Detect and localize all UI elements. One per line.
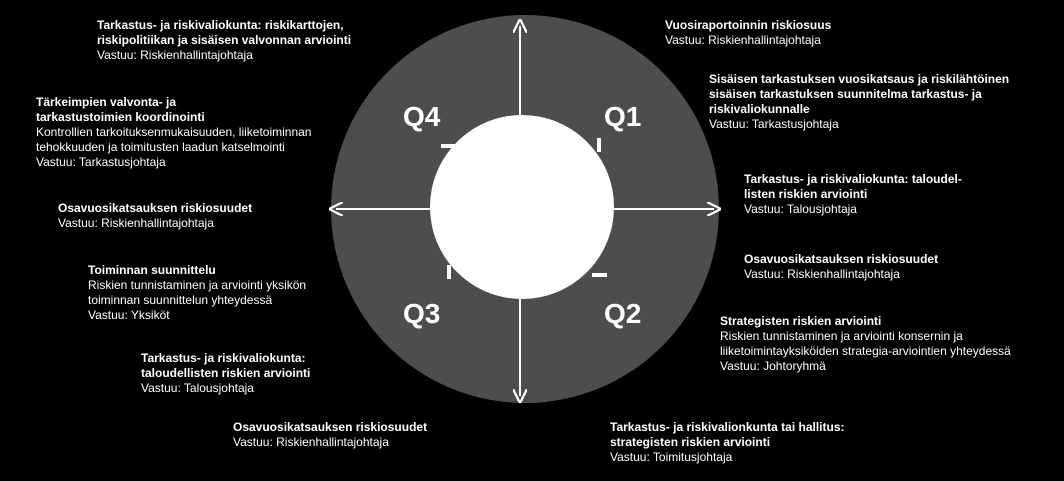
item-title-line: Osavuosikatsauksen riskiosuudet [744,252,939,266]
quadrant-label-q4: Q4 [403,101,441,132]
quadrant-label-q3: Q3 [403,298,441,329]
item-title-line: Vuosiraportoinnin riskiosuus [665,18,832,32]
item-title-line: strategisten riskien arviointi [610,435,771,449]
item-responsible-line: Vastuu: Talousjohtaja [141,381,254,395]
item-right-4 [720,314,1011,374]
item-right-1 [709,72,1009,132]
item-left-4 [141,351,310,396]
item-bottom-left [233,420,427,450]
item-responsible-line: Vastuu: Tarkastusjohtaja [36,155,166,169]
item-responsible-line: Vastuu: Toimitusjohtaja [610,450,733,464]
item-title-line: riskipolitiikan ja sisäisen valvonnan arviointi [97,33,352,47]
item-title-line: taloudellisten riskien arviointi [141,366,311,380]
item-top-left [97,18,351,63]
item-title-line: Tarkastus- ja riskivalionkunta tai hallitus: [610,420,845,434]
item-responsible-line: Vastuu: Talousjohtaja [744,202,857,216]
item-left-1 [36,95,311,170]
item-title-line: Tarkastus- ja riskivaliokunta: taloudel- [744,172,962,186]
item-description-line: Riskien tunnistaminen ja arviointi konsernin ja [720,329,963,343]
item-bottom-right [610,420,845,465]
item-description-line: liiketoimintayksiköiden strategia-arviointien yhteydessä [720,344,1011,358]
item-title-line: Tärkeimpien valvonta- ja [36,95,177,109]
item-responsible-line: Vastuu: Riskienhallintajohtaja [58,216,214,230]
item-responsible-line: Vastuu: Riskienhallintajohtaja [744,267,900,281]
item-top-right [665,18,831,48]
item-description-line: toiminnan suunnittelun yhteydessä [88,293,273,307]
item-responsible-line: Vastuu: Riskienhallintajohtaja [665,33,821,47]
item-title-line: listen riskien arviointi [744,187,868,201]
quadrant-label-q2: Q2 [604,298,642,329]
item-responsible-line: Vastuu: Yksiköt [88,308,170,322]
item-responsible-line: Vastuu: Johtoryhmä [720,359,826,373]
item-responsible-line: Vastuu: Riskienhallintajohtaja [233,435,389,449]
item-title-line: Strategisten riskien arviointi [720,314,882,328]
item-title-line: Sisäisen tarkastuksen vuosikatsaus ja riskilähtöinen [709,72,1010,86]
item-responsible-line: Vastuu: Tarkastusjohtaja [709,117,839,131]
item-description-line: Riskien tunnistaminen ja arviointi yksikön [88,278,307,292]
item-title-line: Toiminnan suunnittelu [88,263,216,277]
item-responsible-line: Vastuu: Riskienhallintajohtaja [97,48,253,62]
item-right-2 [744,172,962,217]
center-circle [430,115,614,299]
item-title-line: Osavuosikatsauksen riskiosuudet [233,420,428,434]
item-right-3 [744,252,938,282]
item-title-line: Tarkastus- ja riskivaliokunta: riskikarttojen, [97,18,344,32]
item-description-line: Kontrollien tarkoituksenmukaisuuden, liiketoiminnan [36,125,312,139]
item-title-line: tarkastustoimien koordinointi [36,110,205,124]
item-title-line: Tarkastus- ja riskivaliokunta: [141,351,306,365]
item-left-2 [58,201,252,231]
item-title-line: Osavuosikatsauksen riskiosuudet [58,201,253,215]
item-title-line: sisäisen tarkastuksen suunnitelma tarkastus- ja [709,87,982,101]
item-left-3 [88,263,306,323]
item-description-line: tehokkuuden ja toimitusten laadun katselmointi [36,140,285,154]
quadrant-label-q1: Q1 [604,101,642,132]
item-title-line: riskivaliokunnalle [709,102,810,116]
